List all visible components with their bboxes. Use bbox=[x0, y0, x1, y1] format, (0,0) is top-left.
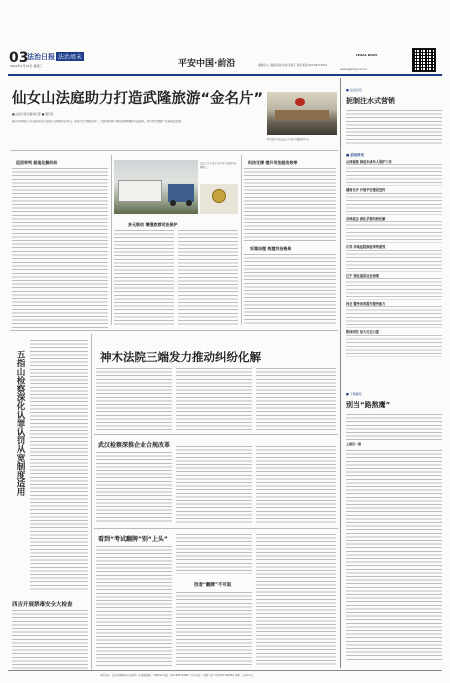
sub-c-headline: 技者“翻牌”不可取 bbox=[194, 583, 232, 588]
lower-body-1 bbox=[96, 368, 172, 430]
lower-divider-2 bbox=[94, 434, 338, 435]
subhead-mid-2: 诉源治理 构建共治格局 bbox=[250, 246, 292, 251]
vertical-headline: 五指山检察深化认罪认罚从宽制度适用 bbox=[15, 350, 25, 497]
body-left-2 bbox=[12, 262, 108, 330]
sub-a-body bbox=[96, 452, 172, 524]
page-number: 03 bbox=[9, 50, 29, 66]
footer-line: 本报社址：北京市朝阳区花家地甲一号 邮政编码：100102 电话：010-84772288 广告许可证：京朝工商广登字20170008号 零售：每份1.5元 bbox=[100, 674, 254, 677]
lead-headline: 仙女山法庭助力打造武隆旅游“金名片” bbox=[12, 91, 264, 107]
sub-a-body-2 bbox=[176, 446, 252, 524]
body-left-1 bbox=[12, 168, 108, 260]
sidebar-column2-title: 别当“路熬鹰” bbox=[346, 401, 391, 409]
sidebar-news-item-title: 湖南长沙 开展平安建设宣传 bbox=[346, 188, 386, 193]
sub-a-body-3 bbox=[256, 446, 336, 524]
website-url: www.legaldaily.com.cn bbox=[340, 68, 368, 71]
sidebar-news-item-title: 陕西西安 加大打击力度 bbox=[346, 330, 379, 335]
court-emblem-photo bbox=[200, 184, 238, 214]
lead-divider bbox=[10, 150, 338, 151]
editor-line: 编辑/李立 美编/高刚 校对/邓春兰 联系电话/010-84772841 bbox=[258, 64, 328, 67]
qr-code bbox=[412, 48, 436, 72]
sidebar-sign: 上善若一善 bbox=[346, 442, 362, 446]
sidebar-news-item-body bbox=[346, 193, 442, 215]
sidebar-body-2 bbox=[346, 414, 442, 440]
body-mid-2 bbox=[178, 230, 238, 326]
sidebar-news-item-title: 河北 警务改革提升服务能力 bbox=[346, 302, 386, 307]
col-divider-3 bbox=[91, 334, 92, 670]
lower-divider bbox=[10, 330, 338, 331]
sidebar-news-item-body bbox=[346, 335, 442, 357]
sub-d-body bbox=[12, 610, 88, 670]
sub-c-body bbox=[176, 592, 252, 666]
subhead-left-1: 巡回审判 就地化解纠纷 bbox=[16, 160, 58, 165]
lead-byline: ■ 法治日报全媒体记者 ■ 通讯员 bbox=[12, 112, 54, 116]
vertical-story-body bbox=[30, 340, 88, 590]
sidebar-news-item bbox=[346, 217, 442, 243]
subhead-mid-1: 科技支撑 提升司法服务效率 bbox=[248, 160, 298, 165]
lead-intro: 重庆市武隆区人民法院仙女山法庭立足旅游景区特点，探索打造“旅游法庭”，为游客和商户提供高效便捷的司法服务，助力地方旅游产业高质量发展。 bbox=[12, 120, 184, 123]
sidebar-news-item-body bbox=[346, 278, 442, 300]
sub-c-body-2 bbox=[256, 534, 336, 666]
sidebar-news-item bbox=[346, 302, 442, 328]
col-divider-1 bbox=[111, 155, 112, 325]
masthead-rule bbox=[8, 74, 442, 76]
sidebar-news-item-title: 江苏 多地法院推进审判质效 bbox=[346, 245, 386, 250]
body-right-2 bbox=[244, 254, 336, 326]
paper-name: 法治日报 bbox=[27, 53, 55, 61]
legal-daily-label: LEGAL DAILY bbox=[356, 53, 378, 57]
sidebar-news-item-body bbox=[346, 306, 442, 328]
sidebar-news-item-title: 吉林延边 深化矛盾纠纷化解 bbox=[346, 216, 386, 221]
sidebar-news-list bbox=[346, 160, 442, 359]
sidebar-news-item-body bbox=[346, 164, 442, 186]
sidebar-title: 扼制注水式营销 bbox=[346, 97, 395, 105]
col-divider-2 bbox=[241, 155, 242, 325]
date-line: 2024年1月10日 星期三 bbox=[10, 64, 43, 68]
sidebar-news-item-title: 辽宁 强化基层社会治理 bbox=[346, 273, 379, 278]
section-title: 平安中国·前沿 bbox=[178, 59, 236, 69]
sub-b-headline: 看到“考试翻牌”别“上头” bbox=[98, 536, 168, 543]
sidebar-body-3 bbox=[346, 450, 442, 662]
sidebar-news-item bbox=[346, 245, 442, 271]
sidebar-news-item bbox=[346, 330, 442, 356]
sidebar-news-item-title: 山西检察 推进未成年人保护工作 bbox=[346, 160, 392, 164]
lead-caption: 图为仙女山法庭法官在景区开展巡回审判。 bbox=[267, 138, 311, 141]
sub-b-body bbox=[96, 546, 172, 666]
sidebar-news-item-body bbox=[346, 250, 442, 272]
sidebar-news-head: ■ 前沿快讯 bbox=[346, 153, 364, 157]
sub-d-headline: 西吉开展禁毒安全大检查 bbox=[12, 602, 73, 608]
sidebar-news-item bbox=[346, 274, 442, 300]
lower-body-2 bbox=[176, 368, 252, 430]
sidebar-column2-tag: ■ 下期推荐 bbox=[346, 392, 362, 396]
tent-caption: 法庭工作人员在景区设立旅游纠纷调解点。 bbox=[200, 162, 236, 169]
paper-sub: 法治周末 bbox=[58, 54, 83, 61]
sidebar-body-1 bbox=[346, 110, 442, 146]
sidebar-news-item-body bbox=[346, 221, 442, 243]
sub-a-headline: 武汉检察深推企业合规改革 bbox=[98, 442, 171, 449]
sidebar-divider bbox=[340, 78, 341, 668]
sidebar-tag: ■ 法治论苑 bbox=[346, 88, 362, 92]
lower-headline: 神木法院三端发力推动纠纷化解 bbox=[100, 350, 261, 364]
footer-rule bbox=[8, 670, 442, 671]
sub-b-body-2 bbox=[176, 534, 252, 574]
body-right-1 bbox=[244, 168, 336, 242]
subhead-left-2: 多元联动 增强旅游司法保护 bbox=[128, 222, 178, 227]
body-mid-1 bbox=[114, 230, 174, 326]
lower-body-3 bbox=[256, 368, 336, 430]
courtroom-photo bbox=[267, 92, 337, 135]
sidebar-news-item bbox=[346, 188, 442, 214]
mediation-tent-photo bbox=[114, 160, 198, 214]
lower-divider-3 bbox=[94, 528, 338, 529]
sidebar-news-item bbox=[346, 160, 442, 186]
